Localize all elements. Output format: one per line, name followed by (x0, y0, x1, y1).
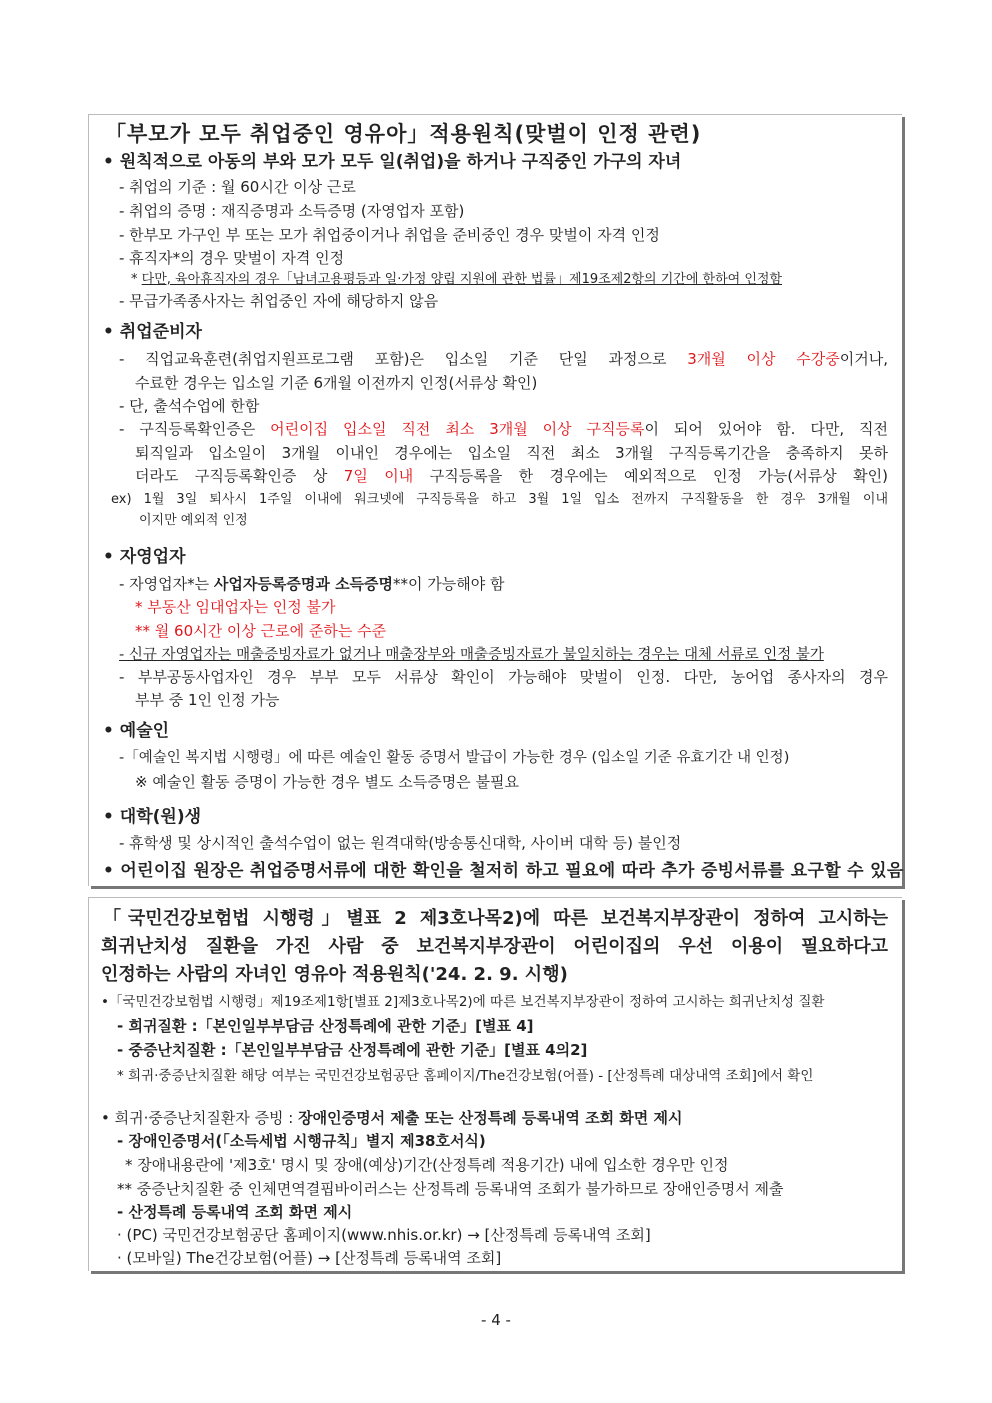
proof-item-2: - 산정특례 등록내역 조회 화면 제시 (117, 1203, 353, 1221)
principle-line-4: - 휴직자*의 경우 맞벌이 자격 인정 (119, 249, 345, 267)
jobseeker-line-2: 수료한 경우는 입소일 기준 6개월 이전까지 인정(서류상 확인) (135, 374, 538, 392)
selfemployed-line-2: - 신규 자영업자는 매출증빙자료가 없거나 매출장부와 매출증빙자료가 불일치하는 경우는 대체 서류로 인정 불가 (119, 647, 824, 663)
artist-line-1: -「예술인 복지법 시행령」에 따른 예술인 활동 증명서 발급이 가능한 경우 (입소일 기준 유효기간 내 인정) (119, 750, 790, 766)
proof-note-2: ** 중증난치질환 중 인체면역결핍바이러스는 산정특례 등록내역 조회가 불가하므로 장애인증명서 제출 (117, 1180, 784, 1198)
principle-note: * 다만, 육아휴직자의 경우「남녀고용평등과 일·가정 양립 지원에 관한 법률」제19조제2항의 기간에 한하여 인정함 (131, 272, 783, 287)
jobseeker-line-4: - 구직등록확인증은 어린이집 입소일 직전 최소 3개월 이상 구직등록이 되어 있어야 함. 다만, 직전 (119, 420, 888, 438)
section-student-heading: • 대학(원)생 (103, 807, 202, 827)
principle-line-5: - 무급가족종사자는 취업중인 자에 해당하지 않음 (119, 292, 439, 310)
rare-disease-item-2: - 중증난치질환 :「본인일부부담금 산정특례에 관한 기준」[별표 4의2] (117, 1041, 588, 1059)
jobseeker-line-6: 더라도 구직등록확인증 상 7일 이내 구직등록을 한 경우에는 예외적으로 인정 가능(서류상 확인) (135, 467, 888, 485)
selfemployed-line-4: 부부 중 1인 인정 가능 (135, 691, 280, 709)
student-line-1: - 휴학생 및 상시적인 출석수업이 없는 원격대학(방송통신대학, 사이버 대학 등) 불인정 (119, 834, 682, 852)
page-number: - 4 - (481, 1311, 511, 1329)
artist-line-2: ※ 예술인 활동 증명이 가능한 경우 별도 소득증명은 불필요 (135, 773, 519, 791)
selfemployed-note-1: * 부동산 임대업자는 인정 불가 (135, 598, 336, 616)
jobseeker-example-1: ex) 1월 3일 퇴사시 1주일 이내에 워크넷에 구직등록을 하고 3월 1일 입소 전까지 구직활동을 한 경우 3개월 이내 (111, 492, 888, 507)
proof-note-1: * 장애내용란에 '제3호' 명시 및 장애(예상)기간(산정특례 적용기간) 내에 입소한 경우만 인정 (125, 1156, 729, 1174)
jobseeker-line-5: 퇴직일과 입소일이 3개월 이내인 경우에는 입소일 직전 최소 3개월 구직등록기간을 충족하지 못하 (135, 444, 888, 462)
selfemployed-note-2: ** 월 60시간 이상 근로에 준하는 수준 (135, 622, 387, 640)
jobseeker-line-3: - 단, 출석수업에 한함 (119, 397, 260, 415)
rare-disease-note: * 희귀·중증난치질환 해당 여부는 국민건강보험공단 홈페이지/The건강보험(어플) - [산정특례 대상내역 조회]에서 확인 (117, 1068, 814, 1084)
proof-mobile-method: · (모바일) The건강보험(어플) → [산정특례 등록내역 조회] (117, 1249, 502, 1267)
box2-title-line-1: 「국민건강보험법 시행령」별표 2 제3호나목2)에 따른 보건복지부장관이 정하여 고시하는 (103, 908, 888, 929)
jobseeker-line-1: - 직업교육훈련(취업지원프로그램 포함)은 입소일 기준 단일 과정으로 3개월 이상 수강중이거나, (119, 350, 888, 368)
principle-line-3: - 한부모 가구인 부 또는 모가 취업중이거나 취업을 준비중인 경우 맞벌이 자격 인정 (119, 226, 660, 244)
director-note: • 어린이집 원장은 취업증명서류에 대한 확인을 철저히 하고 필요에 따라 추가 증빙서류를 요구할 수 있음 (103, 861, 904, 881)
rare-disease-item-1: - 희귀질환 :「본인일부부담금 산정특례에 관한 기준」[별표 4] (117, 1017, 534, 1035)
jobseeker-example-2: 이지만 예외적 인정 (139, 513, 248, 528)
selfemployed-line-1: - 자영업자*는 사업자등록증명과 소득증명**이 가능해야 함 (119, 575, 505, 593)
selfemployed-line-3: - 부부공동사업자인 경우 부부 모두 서류상 확인이 가능해야 맞벌이 인정. 다만, 농어업 종사자의 경우 (119, 668, 888, 686)
proof-heading: • 희귀·중증난치질환자 증빙 : 장애인증명서 제출 또는 산정특례 등록내역 조회 화면 제시 (101, 1109, 683, 1127)
rare-disease-principles-box (88, 897, 902, 1271)
box2-title-line-3: 인정하는 사람의 자녀인 영유아 적용원칙('24. 2. 9. 시행) (101, 964, 568, 985)
principle-line-1: - 취업의 기준 : 월 60시간 이상 근로 (119, 178, 356, 196)
section-jobseeker-heading: • 취업준비자 (103, 322, 202, 342)
section-artist-heading: • 예술인 (103, 721, 170, 741)
proof-item-1: - 장애인증명서(「소득세법 시행규칙」별지 제38호서식) (117, 1132, 486, 1150)
proof-pc-method: · (PC) 국민건강보험공단 홈페이지(www.nhis.or.kr) → [산정특례 등록내역 조회] (117, 1226, 651, 1244)
principle-line-2: - 취업의 증명 : 재직증명과 소득증명 (자영업자 포함) (119, 202, 465, 220)
section-selfemployed-heading: • 자영업자 (103, 547, 186, 567)
box1-title: 「부모가 모두 취업중인 영유아」적용원칙(맞벌이 인정 관련) (105, 122, 702, 146)
box2-title-line-2: 희귀난치성 질환을 가진 사람 중 보건복지부장관이 어린이집의 우선 이용이 필요하다고 (101, 936, 888, 957)
dual-income-principles-box (88, 114, 902, 886)
section-principle-heading: • 원칙적으로 아동의 부와 모가 모두 일(취업)을 하거나 구직중인 가구의 자녀 (103, 152, 682, 172)
rare-disease-definition: •「국민건강보험법 시행령」제19조제1항[별표 2]제3호나목2)에 따른 보건복지부장관이 정하여 고시하는 희귀난치성 질환 (101, 994, 825, 1010)
